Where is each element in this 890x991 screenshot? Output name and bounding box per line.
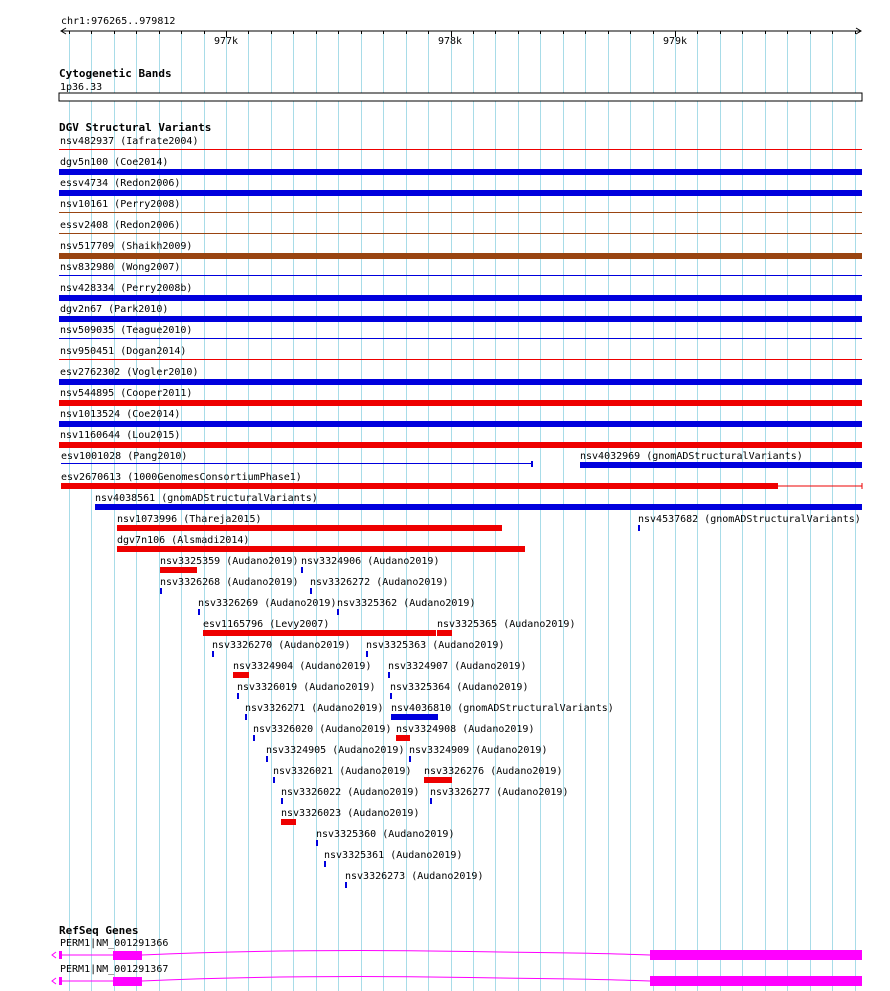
feature-label: nsv3325364 (Audano2019) xyxy=(390,682,529,693)
feature-bar[interactable] xyxy=(424,777,452,783)
dgv-feature[interactable] xyxy=(160,577,298,594)
dgv-feature[interactable] xyxy=(59,346,862,360)
cytoband-bar[interactable] xyxy=(59,93,862,101)
gene-model[interactable] xyxy=(52,938,862,960)
feature-bar[interactable] xyxy=(245,714,247,720)
feature-label: nsv3326020 (Audano2019) xyxy=(253,724,392,735)
feature-label: nsv3326019 (Audano2019) xyxy=(237,682,376,693)
ruler-tick-label: 978k xyxy=(437,36,463,47)
dgv-full-width-rows xyxy=(59,136,862,448)
dgv-feature[interactable] xyxy=(59,178,862,196)
dgv-feature[interactable] xyxy=(59,199,862,213)
feature-bar[interactable] xyxy=(310,588,312,594)
track-title: Cytogenetic Bands xyxy=(59,67,172,80)
feature-label: nsv428334 (Perry2008b) xyxy=(60,283,193,294)
feature-label: nsv3324906 (Audano2019) xyxy=(301,556,440,567)
dgv-feature[interactable] xyxy=(424,766,562,783)
feature-label: nsv1073996 (Thareja2015) xyxy=(117,514,262,525)
feature-label: nsv3326022 (Audano2019) xyxy=(281,787,420,798)
feature-label: dgv2n67 (Park2010) xyxy=(60,304,169,315)
feature-label: esv1001028 (Pang2010) xyxy=(61,451,188,462)
dgv-feature[interactable] xyxy=(345,871,483,888)
feature-bar[interactable] xyxy=(366,651,368,657)
grid-lines xyxy=(70,34,856,991)
feature-label: nsv3326269 (Audano2019) xyxy=(198,598,337,609)
feature-bar[interactable] xyxy=(117,546,525,552)
gene-intron-line xyxy=(59,977,650,981)
feature-label: nsv3324905 (Audano2019) xyxy=(266,745,405,756)
feature-bar[interactable] xyxy=(437,630,452,636)
feature-bar[interactable] xyxy=(580,462,862,468)
feature-label: nsv4032969 (gnomADStructuralVariants) xyxy=(580,451,803,462)
gene-exon[interactable] xyxy=(59,977,62,985)
dgv-feature[interactable] xyxy=(59,388,862,406)
feature-bar[interactable] xyxy=(203,630,436,636)
feature-label: nsv3325362 (Audano2019) xyxy=(337,598,476,609)
dgv-feature[interactable] xyxy=(316,829,454,846)
gene-label: PERM1|NM_001291367 xyxy=(60,964,169,975)
feature-bar[interactable] xyxy=(61,483,778,489)
feature-label: esv2762302 (Vogler2010) xyxy=(60,367,199,378)
dgv-feature[interactable] xyxy=(391,703,614,720)
feature-bar[interactable] xyxy=(117,525,502,531)
dgv-feature[interactable] xyxy=(117,514,502,531)
feature-bar[interactable] xyxy=(198,609,200,615)
dgv-feature[interactable] xyxy=(237,682,375,699)
dgv-feature[interactable] xyxy=(117,535,525,552)
feature-label: nsv3325365 (Audano2019) xyxy=(437,619,576,630)
feature-bar[interactable] xyxy=(59,190,862,196)
ruler-tick-label: 979k xyxy=(662,36,688,47)
feature-bar[interactable] xyxy=(237,693,239,699)
gene-intron-line xyxy=(59,951,650,955)
feature-bar[interactable] xyxy=(390,693,392,699)
feature-label: nsv4038561 (gnomADStructuralVariants) xyxy=(95,493,318,504)
feature-label: nsv3325359 (Audano2019) xyxy=(160,556,299,567)
dgv-feature[interactable] xyxy=(212,640,350,657)
gene-model[interactable] xyxy=(52,964,862,986)
feature-label: esv2670613 (1000GenomesConsortiumPhase1) xyxy=(61,472,302,483)
feature-label: nsv3326271 (Audano2019) xyxy=(245,703,384,714)
region-label: chr1:976265..979812 xyxy=(61,16,176,27)
feature-bar[interactable] xyxy=(59,400,862,406)
feature-bar[interactable] xyxy=(396,735,410,741)
dgv-feature[interactable] xyxy=(233,661,371,678)
dgv-feature[interactable] xyxy=(59,283,862,301)
feature-bar[interactable] xyxy=(160,588,162,594)
dgv-feature[interactable] xyxy=(59,367,862,385)
gene-exon[interactable] xyxy=(650,976,862,986)
feature-bar[interactable] xyxy=(266,756,268,762)
dgv-feature[interactable] xyxy=(430,787,568,804)
feature-bar[interactable] xyxy=(273,777,275,783)
feature-label: nsv3326021 (Audano2019) xyxy=(273,766,412,777)
feature-label: essv2408 (Redon2006) xyxy=(60,220,181,231)
dgv-feature[interactable] xyxy=(281,787,419,804)
refseq-gene-list xyxy=(52,938,862,986)
dgv-feature[interactable] xyxy=(638,514,861,531)
dgv-feature[interactable] xyxy=(61,472,862,489)
dgv-feature[interactable] xyxy=(59,220,862,234)
feature-label: nsv509035 (Teague2010) xyxy=(60,325,193,336)
dgv-feature[interactable] xyxy=(59,241,862,259)
dgv-feature[interactable] xyxy=(366,640,504,657)
feature-bar[interactable] xyxy=(324,861,326,867)
feature-label: nsv4537682 (gnomADStructuralVariants) xyxy=(638,514,861,525)
feature-label: nsv3324909 (Audano2019) xyxy=(409,745,548,756)
gene-exon[interactable] xyxy=(59,951,62,959)
feature-bar[interactable] xyxy=(253,735,255,741)
feature-label: nsv3325360 (Audano2019) xyxy=(316,829,455,840)
feature-label: nsv3326277 (Audano2019) xyxy=(430,787,569,798)
track-title: DGV Structural Variants xyxy=(59,121,212,134)
cytoband-track[interactable] xyxy=(59,67,862,101)
gene-exon[interactable] xyxy=(113,977,142,986)
feature-label: nsv3326273 (Audano2019) xyxy=(345,871,484,882)
feature-bar[interactable] xyxy=(59,421,862,427)
dgv-feature[interactable] xyxy=(324,850,462,867)
feature-label: nsv3324908 (Audano2019) xyxy=(396,724,535,735)
dgv-feature[interactable] xyxy=(59,262,862,276)
feature-label: nsv3326023 (Audano2019) xyxy=(281,808,420,819)
feature-bar[interactable] xyxy=(61,463,532,464)
strand-arrow-icon xyxy=(52,978,56,984)
feature-label: nsv517709 (Shaikh2009) xyxy=(60,241,193,252)
feature-label: nsv3326276 (Audano2019) xyxy=(424,766,563,777)
feature-bar[interactable] xyxy=(59,379,862,385)
strand-arrow-icon xyxy=(52,952,56,958)
feature-bar[interactable] xyxy=(95,504,862,510)
feature-bar[interactable] xyxy=(281,798,283,804)
feature-bar[interactable] xyxy=(59,253,862,259)
dgv-feature[interactable] xyxy=(301,556,439,573)
feature-bar[interactable] xyxy=(316,840,318,846)
feature-bar[interactable] xyxy=(409,756,411,762)
feature-bar[interactable] xyxy=(59,169,862,175)
dgv-feature[interactable] xyxy=(59,409,862,427)
feature-label: dgv7n106 (Alsmadi2014) xyxy=(117,535,250,546)
feature-label: nsv1013524 (Coe2014) xyxy=(60,409,181,420)
feature-label: essv4734 (Redon2006) xyxy=(60,178,181,189)
feature-label: nsv832980 (Wong2007) xyxy=(60,262,181,273)
feature-label: nsv544895 (Cooper2011) xyxy=(60,388,193,399)
feature-bar[interactable] xyxy=(345,882,347,888)
dgv-feature[interactable] xyxy=(59,430,862,448)
dgv-feature[interactable] xyxy=(253,724,391,741)
feature-label: dgv5n100 (Coe2014) xyxy=(60,157,169,168)
gene-exon[interactable] xyxy=(113,951,142,960)
dgv-feature[interactable] xyxy=(59,136,862,150)
feature-bar[interactable] xyxy=(59,295,862,301)
feature-bar[interactable] xyxy=(281,819,296,825)
feature-bar[interactable] xyxy=(430,798,432,804)
dgv-feature[interactable] xyxy=(59,304,862,322)
feature-label: nsv950451 (Dogan2014) xyxy=(60,346,187,357)
gene-exon[interactable] xyxy=(650,950,862,960)
dgv-feature[interactable] xyxy=(203,619,436,636)
dgv-feature[interactable] xyxy=(245,703,383,720)
feature-label: nsv3325363 (Audano2019) xyxy=(366,640,505,651)
feature-bar[interactable] xyxy=(638,525,640,531)
feature-end-tick xyxy=(531,461,533,467)
feature-label: nsv3325361 (Audano2019) xyxy=(324,850,463,861)
track-title: RefSeq Genes xyxy=(59,924,139,937)
dgv-feature[interactable] xyxy=(61,451,533,467)
dgv-feature[interactable] xyxy=(310,577,448,594)
dgv-feature[interactable] xyxy=(396,724,534,741)
dgv-feature[interactable] xyxy=(390,682,528,699)
feature-label: nsv4036810 (gnomADStructuralVariants) xyxy=(391,703,614,714)
dgv-feature[interactable] xyxy=(160,556,298,573)
dgv-feature[interactable] xyxy=(388,661,526,678)
feature-bar[interactable] xyxy=(301,567,303,573)
feature-bar[interactable] xyxy=(233,672,249,678)
feature-bar[interactable] xyxy=(337,609,339,615)
feature-label: nsv3324907 (Audano2019) xyxy=(388,661,527,672)
feature-bar[interactable] xyxy=(388,672,390,678)
feature-bar[interactable] xyxy=(391,714,438,720)
dgv-feature[interactable] xyxy=(281,808,419,825)
feature-label: nsv10161 (Perry2008) xyxy=(60,199,181,210)
dgv-feature[interactable] xyxy=(95,493,862,510)
feature-label: nsv3324904 (Audano2019) xyxy=(233,661,372,672)
feature-bar[interactable] xyxy=(212,651,214,657)
dgv-feature[interactable] xyxy=(580,451,862,468)
dgv-feature[interactable] xyxy=(409,745,547,762)
feature-label: nsv3326272 (Audano2019) xyxy=(310,577,449,588)
dgv-feature[interactable] xyxy=(437,619,575,636)
gene-label: PERM1|NM_001291366 xyxy=(60,938,169,949)
refseq-track xyxy=(52,924,862,986)
dgv-feature[interactable] xyxy=(59,157,862,175)
feature-label: nsv482937 (Iafrate2004) xyxy=(60,136,199,147)
dgv-feature[interactable] xyxy=(59,325,862,339)
feature-label: nsv3326270 (Audano2019) xyxy=(212,640,351,651)
dgv-feature[interactable] xyxy=(198,598,336,615)
dgv-track xyxy=(59,121,862,888)
feature-bar[interactable] xyxy=(59,316,862,322)
ruler-minor-ticks xyxy=(70,31,856,37)
ruler-tick-label: 977k xyxy=(213,36,239,47)
feature-label: esv1165796 (Levy2007) xyxy=(203,619,330,630)
cytoband-label: 1p36.33 xyxy=(60,82,103,93)
feature-label: nsv1160644 (Lou2015) xyxy=(60,430,181,441)
feature-bar[interactable] xyxy=(160,567,197,573)
feature-bar[interactable] xyxy=(59,442,862,448)
feature-label: nsv3326268 (Audano2019) xyxy=(160,577,299,588)
